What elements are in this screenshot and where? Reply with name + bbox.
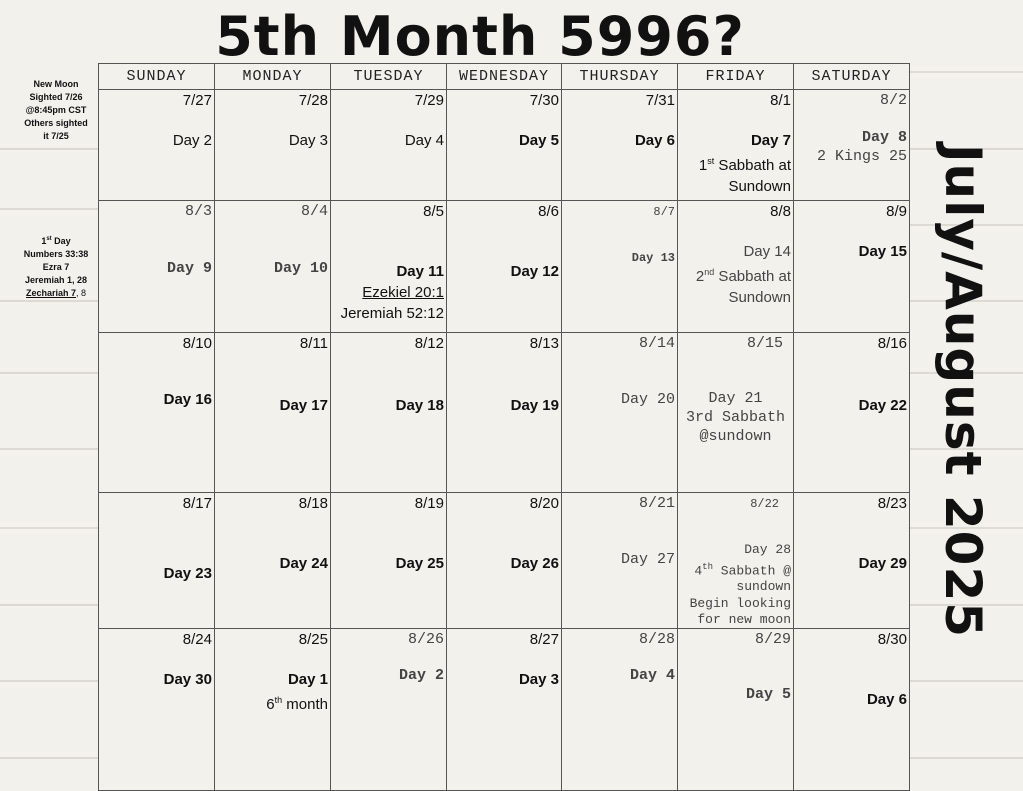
sabbath-note: [699, 151, 791, 176]
note-line: [14, 233, 98, 248]
cell-day-label: Day 3: [518, 671, 559, 688]
cell-date: 7/31: [645, 92, 675, 109]
day-cell[interactable]: [215, 629, 331, 791]
cell-date: 8/27: [529, 631, 559, 648]
note-number: 4: [694, 562, 703, 578]
cell-date: 8/4: [300, 203, 328, 220]
day-cell[interactable]: [331, 629, 447, 791]
cell-day-label: Day 7: [750, 132, 791, 149]
cell-day-label: Day 25: [395, 555, 444, 572]
cell-day-label: Day 8: [861, 129, 907, 146]
cell-content: [678, 389, 793, 446]
cell-date: 8/23: [877, 495, 907, 512]
paper-line: [0, 208, 98, 210]
day-cell[interactable]: [794, 201, 910, 333]
day-cell[interactable]: [794, 90, 910, 201]
cell-day-label: Day 9: [166, 260, 212, 277]
page-title: 5th Month 5996?: [215, 5, 745, 68]
cell-date: 8/29: [754, 631, 791, 648]
cell-day-label: Day 14: [743, 243, 791, 260]
cell-day-label: Day 10: [273, 260, 328, 277]
day-cell[interactable]: [562, 333, 678, 493]
paper-line: [0, 757, 98, 759]
note-line: it 7/25: [43, 131, 69, 141]
sabbath-note-line2: Sundown: [728, 178, 791, 195]
cell-date: 8/13: [529, 335, 559, 352]
cell-date: 8/7: [653, 205, 675, 219]
cell-date: 7/27: [182, 92, 212, 109]
note-text: month: [282, 696, 328, 713]
day-cell[interactable]: [447, 493, 562, 629]
cell-date: 8/24: [182, 631, 212, 648]
cell-day-label: Day 28: [744, 542, 791, 557]
cell-day-label: Day 15: [858, 243, 907, 260]
cell-day-label: Day 26: [510, 555, 559, 572]
cell-date: 8/18: [298, 495, 328, 512]
side-title: [918, 96, 1008, 686]
note-number: 1: [698, 157, 708, 174]
cell-content: [341, 261, 444, 324]
day-cell[interactable]: [562, 201, 678, 333]
day-cell[interactable]: [678, 90, 794, 201]
day-cell[interactable]: [331, 493, 447, 629]
sabbath-note-line2: Sundown: [728, 289, 791, 306]
day-cell[interactable]: [447, 333, 562, 493]
weekday-header: WEDNESDAY: [447, 64, 562, 90]
cell-date: 8/30: [877, 631, 907, 648]
cell-day-label: Day 23: [163, 565, 212, 582]
cell-day-label: Day 2: [398, 667, 444, 684]
day-cell[interactable]: [331, 90, 447, 201]
day-cell[interactable]: [215, 90, 331, 201]
paper-line: [0, 300, 98, 302]
cell-day-label: Day 16: [163, 391, 212, 408]
day-cell[interactable]: [794, 629, 910, 791]
cell-date: 8/6: [538, 203, 559, 220]
day-cell[interactable]: [678, 493, 794, 629]
weekday-header: SATURDAY: [794, 64, 910, 90]
cell-day-label: Day 21: [708, 390, 763, 407]
cell-content: [266, 669, 328, 715]
cell-date: 8/20: [529, 495, 559, 512]
cell-date: 8/11: [299, 335, 328, 352]
cell-date: 8/21: [638, 495, 675, 512]
note-text: Sabbath at: [714, 157, 791, 174]
day-cell[interactable]: [331, 333, 447, 493]
sabbath-note: [696, 262, 791, 287]
cell-date: 8/19: [414, 495, 444, 512]
scripture-note: Jeremiah 52:12: [340, 305, 444, 322]
cell-date: 8/3: [184, 203, 212, 220]
cell-day-label: Day 29: [858, 555, 907, 572]
cell-day-label: Day 3: [288, 132, 328, 149]
cell-date: 8/28: [638, 631, 675, 648]
cell-date: 8/8: [770, 203, 791, 220]
day-cell[interactable]: [794, 333, 910, 493]
day-cell[interactable]: [99, 201, 215, 333]
cell-date: 8/12: [414, 335, 444, 352]
note-text: Day: [51, 236, 71, 246]
cell-day-label: Day 4: [404, 132, 444, 149]
cell-date: 8/5: [423, 203, 444, 220]
cell-day-label: Day 19: [510, 397, 559, 414]
day-cell[interactable]: [562, 90, 678, 201]
day-cell[interactable]: [99, 90, 215, 201]
note-line: New Moon: [33, 79, 79, 89]
paper-line: [0, 372, 98, 374]
day-cell[interactable]: [678, 629, 794, 791]
cell-date: 8/26: [407, 631, 444, 648]
note-line: Others sighted: [24, 118, 88, 128]
cell-date: 8/10: [182, 335, 212, 352]
cell-day-label: Day 12: [510, 263, 559, 280]
note-line: Ezra 7: [42, 262, 70, 272]
cell-content: [699, 130, 791, 197]
cell-day-label: Day 18: [395, 397, 444, 414]
paper-line: [0, 604, 98, 606]
day-cell[interactable]: [99, 629, 215, 791]
cell-date: 8/25: [298, 631, 328, 648]
day-cell[interactable]: [794, 493, 910, 629]
cell-date: 8/1: [770, 92, 791, 109]
cell-date: 7/29: [414, 92, 444, 109]
cell-date: 8/2: [879, 92, 907, 109]
scripture-note: 2 Kings 25: [816, 148, 907, 165]
sabbath-note-line2: sundown: [736, 579, 791, 595]
day-cell[interactable]: [215, 333, 331, 493]
note-number: 1: [41, 236, 47, 246]
cell-day-label: Day 2: [172, 132, 212, 149]
cell-day-label: Day 6: [866, 691, 907, 708]
cell-date: 8/14: [638, 335, 675, 352]
note-superscript: nd: [704, 267, 715, 277]
paper-line: [910, 757, 1023, 759]
cell-day-label: Day 1: [287, 671, 328, 688]
sabbath-note: 3rd Sabbath: [685, 409, 786, 426]
day-cell[interactable]: [215, 201, 331, 333]
note-line: [14, 287, 98, 300]
paper-line: [0, 448, 98, 450]
first-day-note: [14, 233, 98, 300]
note-line: Jeremiah 1, 28: [24, 275, 88, 285]
note-line: Sighted 7/26: [29, 92, 83, 102]
cell-date: 8/16: [877, 335, 907, 352]
cell-day-label: Day 5: [518, 132, 559, 149]
month-note: [266, 690, 328, 715]
day-cell[interactable]: [447, 629, 562, 791]
cell-day-label: Day 20: [620, 391, 675, 408]
new-moon-reminder: Begin looking: [689, 595, 791, 611]
note-number: 6: [266, 696, 275, 713]
side-title-text: July/August 2025: [934, 143, 993, 639]
cell-content: [690, 542, 791, 629]
note-superscript: th: [702, 561, 713, 572]
cell-day-label: Day 22: [858, 397, 907, 414]
cell-day-label: Day 11: [396, 263, 444, 280]
note-line: @8:45pm CST: [25, 105, 87, 115]
cell-date: 7/30: [529, 92, 559, 109]
weekday-header: TUESDAY: [331, 64, 447, 90]
paper-line: [0, 527, 98, 529]
cell-day-label: Day 5: [745, 686, 791, 703]
calendar-grid: [98, 63, 910, 791]
cell-day-label: Day 30: [163, 671, 212, 688]
note-text: Sabbath at: [714, 268, 791, 285]
scripture-link[interactable]: Ezekiel 20:1: [362, 284, 444, 301]
day-cell[interactable]: [99, 333, 215, 493]
cell-date: 7/28: [298, 92, 328, 109]
cell-date: 8/17: [182, 495, 212, 512]
sabbath-note: [690, 559, 791, 580]
day-cell[interactable]: [99, 493, 215, 629]
day-cell[interactable]: [215, 493, 331, 629]
cell-date: 8/15: [746, 335, 783, 352]
weekday-header: FRIDAY: [678, 64, 794, 90]
weekday-header: SUNDAY: [99, 64, 215, 90]
day-cell[interactable]: [678, 201, 794, 333]
cell-day-label: Day 4: [629, 667, 675, 684]
cell-day-label: Day 6: [634, 132, 675, 149]
cell-content: [696, 241, 791, 308]
cell-day-label: Day 17: [279, 397, 328, 414]
day-cell[interactable]: [562, 629, 678, 791]
cell-day-label: Day 24: [279, 555, 328, 572]
cell-day-label: Day 27: [620, 551, 675, 568]
scripture-link[interactable]: Zechariah 7: [25, 288, 76, 298]
note-number: 2: [695, 268, 705, 285]
cell-day-label: Day 13: [631, 251, 675, 265]
note-text: , 8: [76, 288, 87, 298]
sabbath-note-line2: @sundown: [699, 428, 772, 445]
note-superscript: st: [707, 156, 715, 166]
note-superscript: th: [274, 695, 283, 705]
day-cell[interactable]: [562, 493, 678, 629]
weekday-header: THURSDAY: [562, 64, 678, 90]
day-cell[interactable]: [447, 90, 562, 201]
note-superscript: st: [46, 236, 52, 242]
cell-date: 8/9: [886, 203, 907, 220]
note-line: Numbers 33:38: [23, 249, 89, 259]
new-moon-note: [14, 78, 98, 143]
weekday-header: MONDAY: [215, 64, 331, 90]
day-cell[interactable]: [447, 201, 562, 333]
cell-content: [817, 128, 907, 166]
paper-line: [0, 148, 98, 150]
new-moon-reminder-line2: for new moon: [697, 612, 791, 628]
note-text: Sabbath @: [712, 562, 791, 578]
day-cell[interactable]: [331, 201, 447, 333]
cell-date: 8/22: [750, 497, 779, 511]
paper-line: [0, 680, 98, 682]
day-cell[interactable]: [678, 333, 794, 493]
